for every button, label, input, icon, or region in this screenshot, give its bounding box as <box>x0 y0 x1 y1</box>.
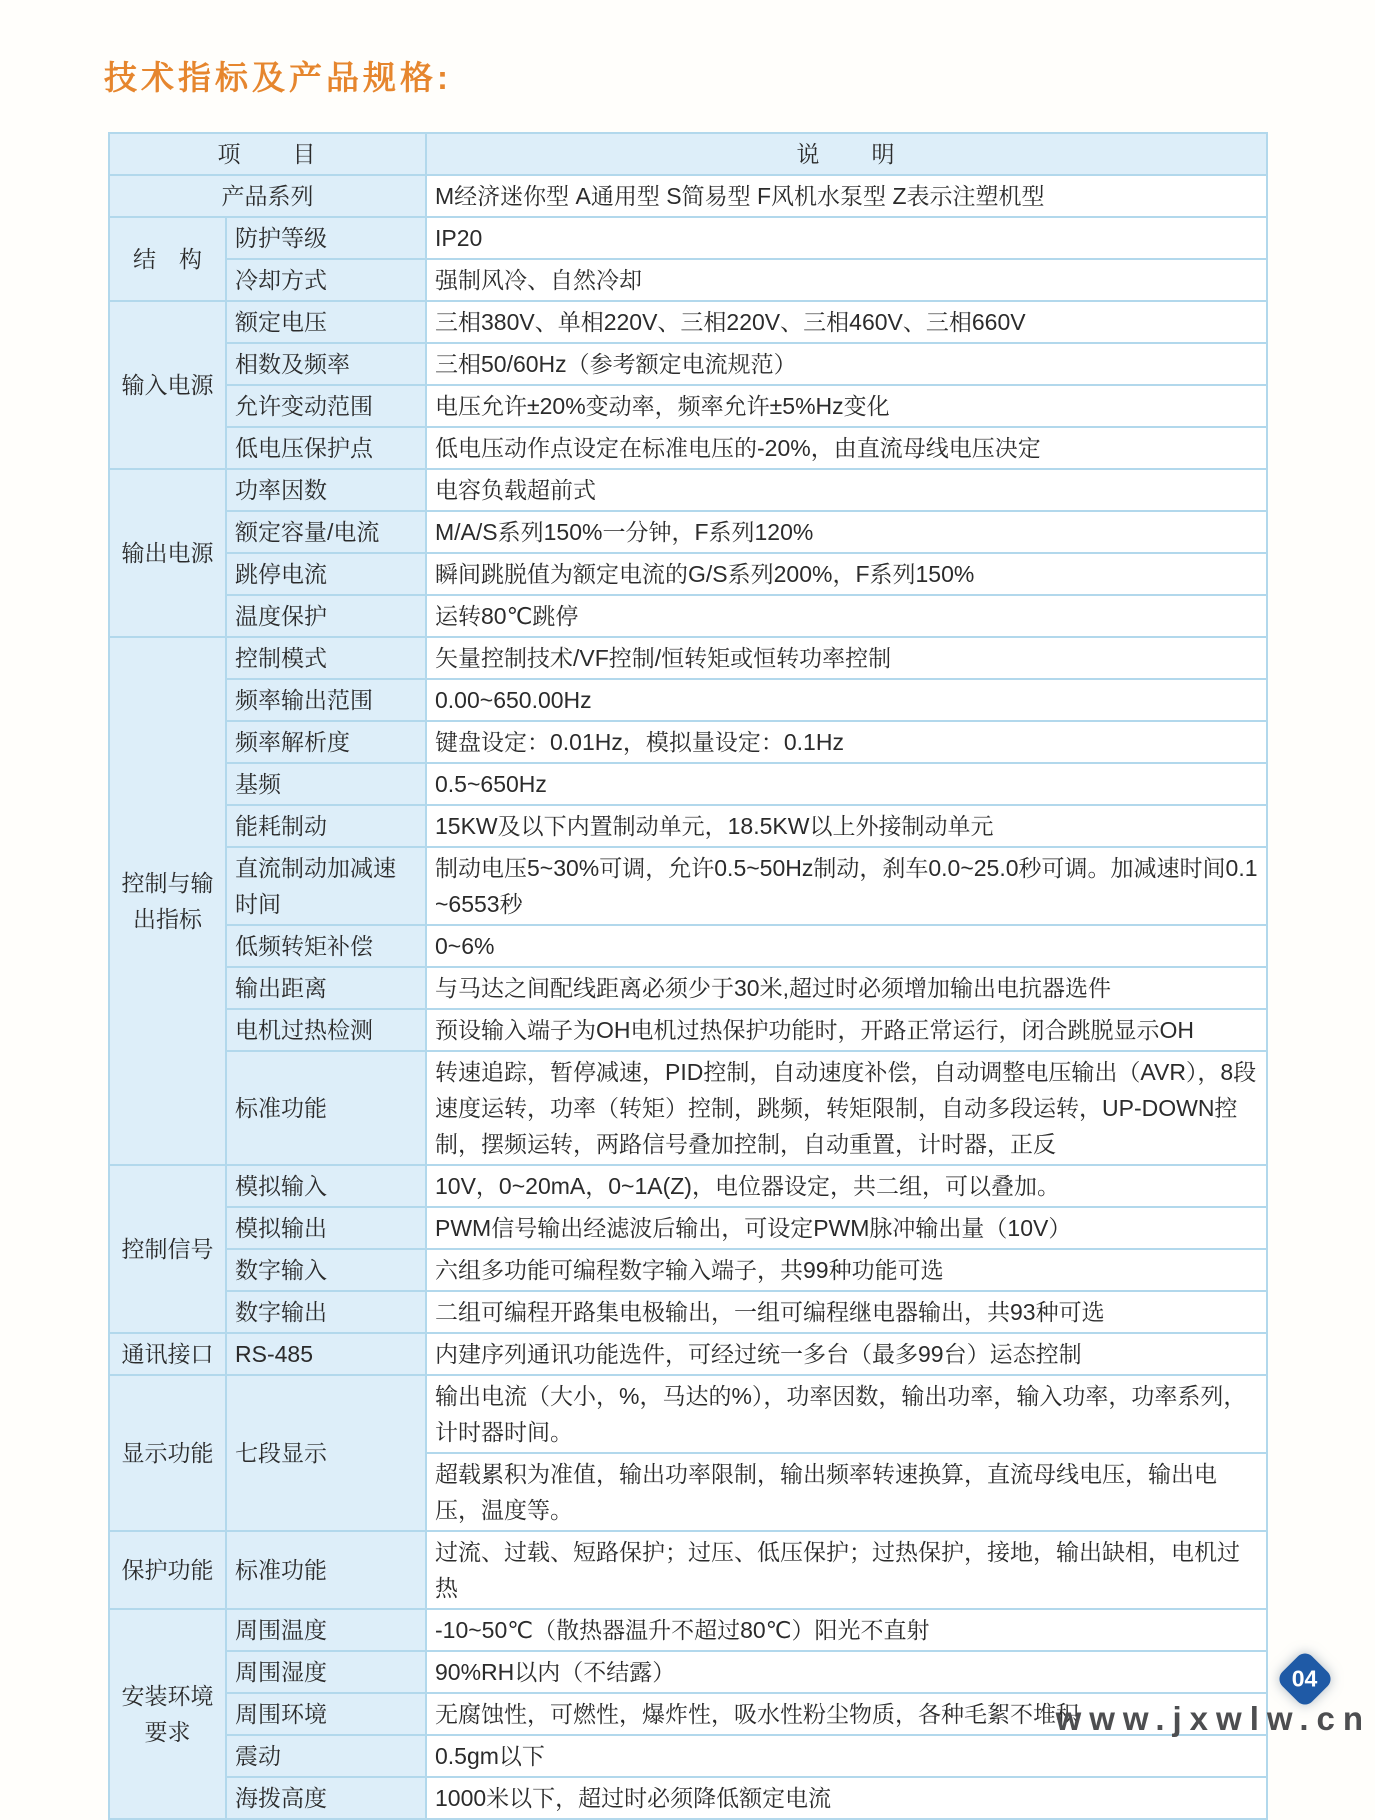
desc-cell: 六组多功能可编程数字输入端子，共99种功能可选 <box>426 1249 1267 1291</box>
desc-cell: 电容负载超前式 <box>426 469 1267 511</box>
item-cell: 基频 <box>226 763 426 805</box>
desc-cell: 预设输入端子为OH电机过热保护功能时，开路正常运行，闭合跳脱显示OH <box>426 1009 1267 1051</box>
desc-cell: 90%RH以内（不结露） <box>426 1651 1267 1693</box>
table-row <box>109 1609 1267 1651</box>
desc-cell: 过流、过载、短路保护；过压、低压保护；过热保护，接地，输出缺相，电机过热 <box>426 1531 1267 1609</box>
item-cell: 标准功能 <box>226 1051 426 1165</box>
desc-cell: 转速追踪，暂停减速，PID控制，自动速度补偿，自动调整电压输出（AVR），8段速度运转，功率（转矩）控制，跳频，转矩限制，自动多段运转，UP-DOWN控制，摆频运转，两路信号叠加控制，自动重置，计时器，正反 <box>426 1051 1267 1165</box>
desc-cell: 15KW及以下内置制动单元，18.5KW以上外接制动单元 <box>426 805 1267 847</box>
table-row <box>109 1249 1267 1291</box>
product-series-desc: M经济迷你型 A通用型 S简易型 F风机水泵型 Z表示注塑机型 <box>426 175 1267 217</box>
desc-cell: 制动电压5~30%可调，允许0.5~50Hz制动，刹车0.0~25.0秒可调。加减速时间0.1~6553秒 <box>426 847 1267 925</box>
table-row <box>109 763 1267 805</box>
spec-header-row <box>109 133 1267 175</box>
table-row <box>109 1051 1267 1165</box>
desc-cell: 键盘设定：0.01Hz，模拟量设定：0.1Hz <box>426 721 1267 763</box>
desc-cell: 与马达之间配线距离必须少于30米,超过时必须增加输出电抗器选件 <box>426 967 1267 1009</box>
header-description: 说 明 <box>426 133 1267 175</box>
desc-cell: 10V，0~20mA，0~1A(Z)，电位器设定，共二组，可以叠加。 <box>426 1165 1267 1207</box>
desc-cell: 1000米以下，超过时必须降低额定电流 <box>426 1777 1267 1819</box>
desc-cell: 0.5gm以下 <box>426 1735 1267 1777</box>
table-row <box>109 1009 1267 1051</box>
item-cell: 额定电压 <box>226 301 426 343</box>
table-row <box>109 259 1267 301</box>
item-cell: 频率解析度 <box>226 721 426 763</box>
category-cell: 保护功能 <box>109 1531 226 1609</box>
item-cell: 冷却方式 <box>226 259 426 301</box>
category-cell: 通讯接口 <box>109 1333 226 1375</box>
table-row <box>109 301 1267 343</box>
table-row <box>109 637 1267 679</box>
desc-cell: 矢量控制技术/VF控制/恒转矩或恒转功率控制 <box>426 637 1267 679</box>
desc-cell: 内建序列通讯功能选件，可经过统一多台（最多99台）运态控制 <box>426 1333 1267 1375</box>
item-cell: 频率输出范围 <box>226 679 426 721</box>
item-cell: 输出距离 <box>226 967 426 1009</box>
table-row <box>109 553 1267 595</box>
table-row <box>109 469 1267 511</box>
table-row <box>109 805 1267 847</box>
desc-cell: 电压允许±20%变动率，频率允许±5%Hz变化 <box>426 385 1267 427</box>
item-cell: 功率因数 <box>226 469 426 511</box>
website-url: www.jxwlw.cn <box>1055 1700 1371 1737</box>
page-title: 技术指标及产品规格: <box>104 59 452 96</box>
desc-cell: PWM信号输出经滤波后输出，可设定PWM脉冲输出量（10V） <box>426 1207 1267 1249</box>
item-cell: 周围温度 <box>226 1609 426 1651</box>
product-series-label: 产品系列 <box>109 175 426 217</box>
table-row <box>109 967 1267 1009</box>
item-cell: 数字输入 <box>226 1249 426 1291</box>
item-cell: 七段显示 <box>226 1375 426 1531</box>
desc-cell: 超载累积为准值，输出功率限制，输出频率转速换算，直流母线电压，输出电压，温度等。 <box>426 1453 1267 1531</box>
desc-cell: 运转80℃跳停 <box>426 595 1267 637</box>
item-cell: 标准功能 <box>226 1531 426 1609</box>
category-cell: 输出电源 <box>109 469 226 637</box>
desc-cell: -10~50℃（散热器温升不超过80℃）阳光不直射 <box>426 1609 1267 1651</box>
desc-cell: 0~6% <box>426 925 1267 967</box>
item-cell: 直流制动加减速时间 <box>226 847 426 925</box>
desc-cell: 二组可编程开路集电极输出，一组可编程继电器输出，共93种可选 <box>426 1291 1267 1333</box>
item-cell: 相数及频率 <box>226 343 426 385</box>
table-row <box>109 1165 1267 1207</box>
table-row <box>109 427 1267 469</box>
category-cell: 结 构 <box>109 217 226 301</box>
item-cell: 允许变动范围 <box>226 385 426 427</box>
item-cell: RS-485 <box>226 1333 426 1375</box>
table-row <box>109 511 1267 553</box>
category-cell: 输入电源 <box>109 301 226 469</box>
item-cell: 跳停电流 <box>226 553 426 595</box>
table-row <box>109 1531 1267 1609</box>
table-row <box>109 721 1267 763</box>
item-cell: 震动 <box>226 1735 426 1777</box>
item-cell: 能耗制动 <box>226 805 426 847</box>
item-cell: 周围湿度 <box>226 1651 426 1693</box>
desc-cell: 瞬间跳脱值为额定电流的G/S系列200%，F系列150% <box>426 553 1267 595</box>
table-row <box>109 1735 1267 1777</box>
table-row <box>109 1333 1267 1375</box>
desc-cell: M/A/S系列150%一分钟，F系列120% <box>426 511 1267 553</box>
category-cell: 显示功能 <box>109 1375 226 1531</box>
desc-cell: 0.5~650Hz <box>426 763 1267 805</box>
table-row <box>109 1375 1267 1453</box>
table-row <box>109 1291 1267 1333</box>
item-cell: 防护等级 <box>226 217 426 259</box>
desc-cell: 0.00~650.00Hz <box>426 679 1267 721</box>
desc-cell: 低电压动作点设定在标准电压的-20%，由直流母线电压决定 <box>426 427 1267 469</box>
product-series-row <box>109 175 1267 217</box>
table-row <box>109 1651 1267 1693</box>
table-row <box>109 595 1267 637</box>
desc-cell: 无腐蚀性，可燃性，爆炸性，吸水性粉尘物质，各种毛絮不堆积 <box>426 1693 1267 1735</box>
item-cell: 控制模式 <box>226 637 426 679</box>
table-row <box>109 1777 1267 1819</box>
table-row <box>109 385 1267 427</box>
item-cell: 模拟输出 <box>226 1207 426 1249</box>
item-cell: 数字输出 <box>226 1291 426 1333</box>
item-cell: 额定容量/电流 <box>226 511 426 553</box>
desc-cell: 输出电流（大小，%，马达的%），功率因数，输出功率，输入功率，功率系列，计时器时间。 <box>426 1375 1267 1453</box>
table-row <box>109 847 1267 925</box>
category-cell: 控制信号 <box>109 1165 226 1333</box>
desc-cell: IP20 <box>426 217 1267 259</box>
spec-table <box>108 132 1268 1820</box>
item-cell: 海拨高度 <box>226 1777 426 1819</box>
table-row <box>109 343 1267 385</box>
category-cell: 控制与输出指标 <box>109 637 226 1165</box>
spec-table-body <box>109 133 1267 1819</box>
item-cell: 电机过热检测 <box>226 1009 426 1051</box>
page-number: 04 <box>1292 1665 1318 1692</box>
header-item: 项 目 <box>109 133 426 175</box>
desc-cell: 三相380V、单相220V、三相220V、三相460V、三相660V <box>426 301 1267 343</box>
item-cell: 低电压保护点 <box>226 427 426 469</box>
table-row <box>109 217 1267 259</box>
desc-cell: 三相50/60Hz（参考额定电流规范） <box>426 343 1267 385</box>
table-row <box>109 925 1267 967</box>
item-cell: 温度保护 <box>226 595 426 637</box>
category-cell: 安装环境要求 <box>109 1609 226 1819</box>
item-cell: 周围环境 <box>226 1693 426 1735</box>
item-cell: 低频转矩补偿 <box>226 925 426 967</box>
table-row <box>109 679 1267 721</box>
desc-cell: 强制风冷、自然冷却 <box>426 259 1267 301</box>
table-row <box>109 1207 1267 1249</box>
item-cell: 模拟输入 <box>226 1165 426 1207</box>
